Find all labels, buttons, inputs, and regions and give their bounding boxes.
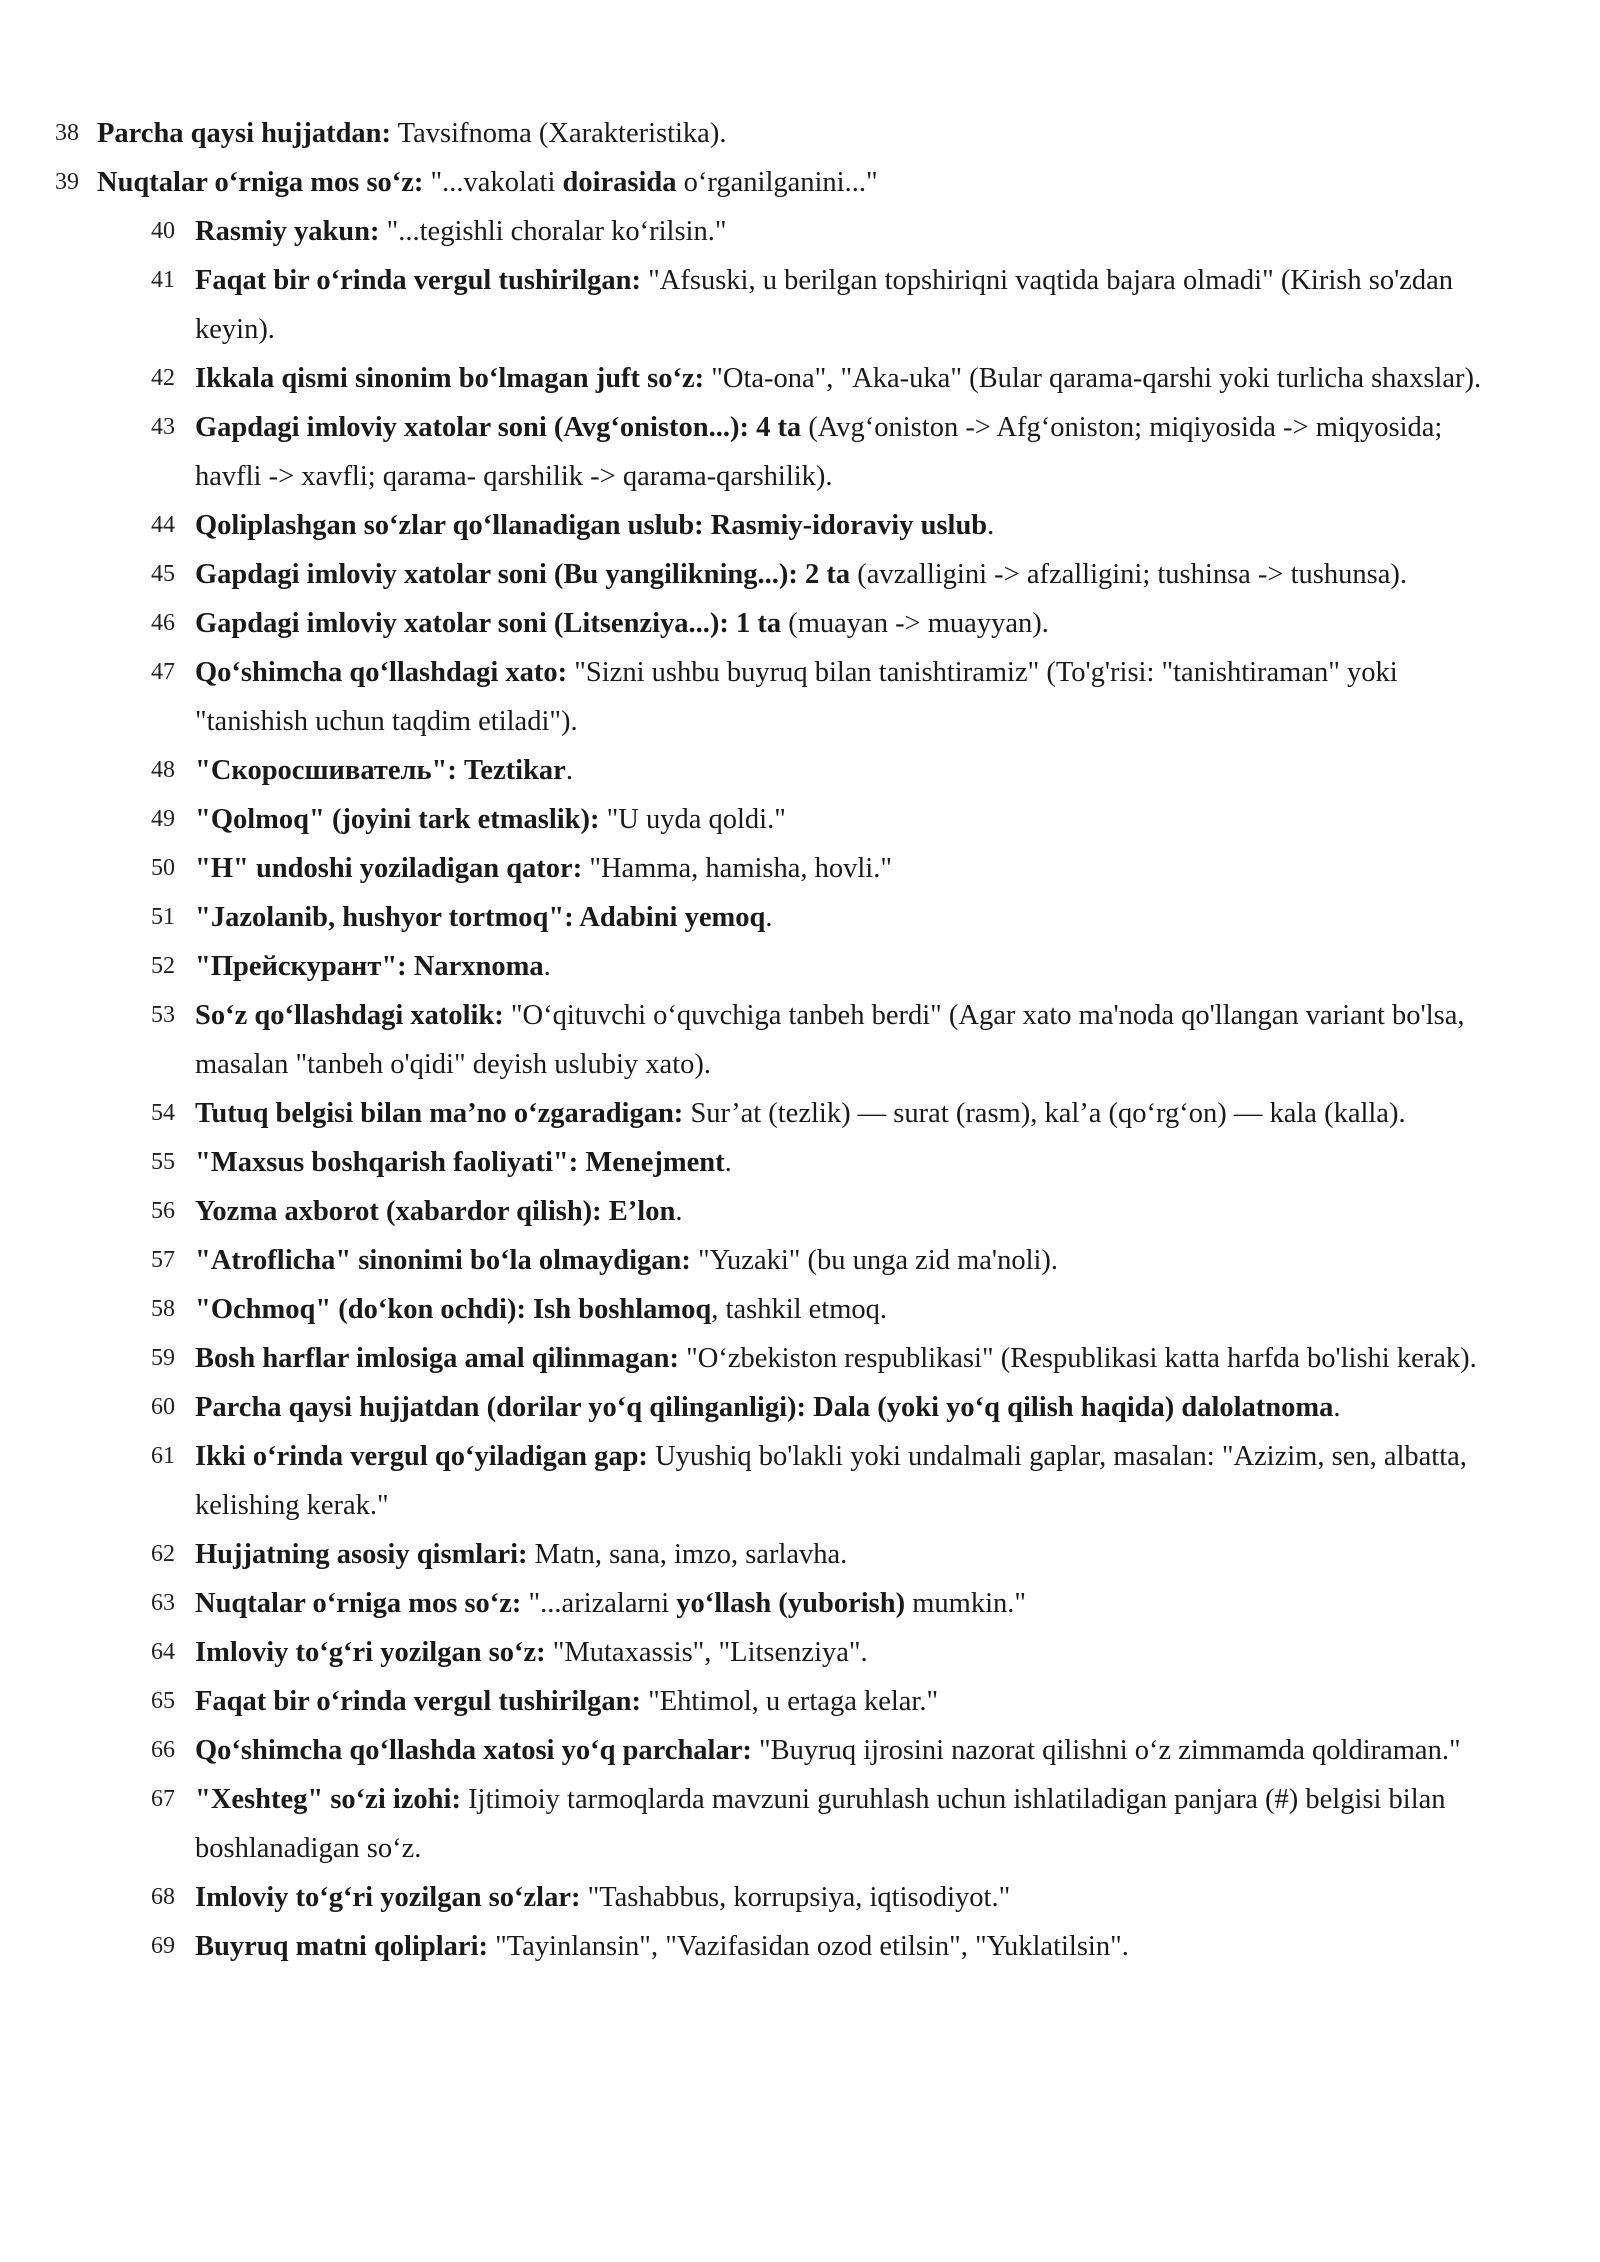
- bold-text: "Jazolanib, hushyor tortmoq": Adabini yemoq: [195, 902, 766, 933]
- item-text: [195, 1931, 1129, 1962]
- list-item: [0, 942, 1505, 991]
- bold-text: Qo‘shimcha qo‘llashda xatosi yo‘q parchalar:: [195, 1735, 752, 1766]
- item-text: [195, 559, 1407, 590]
- list-item: [0, 991, 1505, 1089]
- item-text: [195, 510, 994, 541]
- list-item: [0, 158, 1497, 207]
- line-number: 48: [151, 757, 175, 783]
- item-text: [195, 951, 551, 982]
- item-text: [195, 1294, 887, 1325]
- bold-text: Gapdagi imloviy xatolar soni (Bu yangilikning...): 2 ta: [195, 559, 851, 590]
- line-number: 68: [151, 1884, 175, 1910]
- list-item: [0, 844, 1505, 893]
- bold-text: "Xeshteg" so‘zi izohi:: [195, 1784, 461, 1815]
- plain-text: .: [724, 1147, 732, 1178]
- item-text: [195, 1441, 1467, 1521]
- list-item: [0, 1432, 1505, 1530]
- plain-text: .: [1333, 1392, 1341, 1423]
- line-number: 39: [55, 169, 79, 195]
- line-number: 69: [151, 1933, 175, 1959]
- plain-text: (muayan -> muayyan).: [788, 608, 1049, 639]
- list-item: [0, 1187, 1505, 1236]
- item-text: [195, 657, 1398, 737]
- plain-text: .: [565, 755, 573, 786]
- plain-text: "Mutaxassis", "Litsenziya".: [552, 1637, 868, 1668]
- bold-text: Imloviy to‘g‘ri yozilgan so‘z:: [195, 1637, 546, 1668]
- line-number: 42: [151, 365, 175, 391]
- bold-text: "H" undoshi yoziladigan qator:: [195, 853, 583, 884]
- plain-text: "Hamma, hamisha, hovli.": [589, 853, 892, 884]
- plain-text: "Yuzaki" (bu unga zid ma'noli).: [698, 1245, 1059, 1276]
- item-text: [195, 1686, 938, 1717]
- plain-text: (avzalligini -> afzalligini; tushinsa -> tushunsa).: [857, 559, 1407, 590]
- line-number: 60: [151, 1394, 175, 1420]
- line-number: 65: [151, 1688, 175, 1714]
- bold-text: Parcha qaysi hujjatdan:: [97, 118, 392, 149]
- plain-text: , tashkil etmoq.: [711, 1294, 888, 1325]
- plain-text: "Ehtimol, u ertaga kelar.": [648, 1686, 939, 1717]
- bold-text: Bosh harflar imlosiga amal qilinmagan:: [195, 1343, 680, 1374]
- plain-text: .: [675, 1196, 683, 1227]
- line-number: 59: [151, 1345, 175, 1371]
- line-number: 67: [151, 1786, 175, 1812]
- list-item: [0, 893, 1505, 942]
- line-number: 58: [151, 1296, 175, 1322]
- line-number: 43: [151, 414, 175, 440]
- line-number: 51: [151, 904, 175, 930]
- plain-text: mumkin.": [912, 1588, 1026, 1619]
- list-item: [0, 550, 1505, 599]
- plain-text: "...arizalarni: [528, 1588, 677, 1619]
- plain-text: "...vakolati: [430, 167, 563, 198]
- line-number: 44: [151, 512, 175, 538]
- list-item: [0, 1285, 1505, 1334]
- bold-text: Gapdagi imloviy xatolar soni (Avg‘oniston...): 4 ta: [195, 412, 802, 443]
- plain-text: Sur’at (tezlik) — surat (rasm), kal’a (qo‘rg‘on) — kala (kalla).: [690, 1098, 1406, 1129]
- line-number: 57: [151, 1247, 175, 1273]
- plain-text: "U uyda qoldi.": [606, 804, 786, 835]
- line-number: 49: [151, 806, 175, 832]
- bold-text: Hujjatning asosiy qismlari:: [195, 1539, 528, 1570]
- bold-text: Faqat bir o‘rinda vergul tushirilgan:: [195, 1686, 642, 1717]
- line-number: 41: [151, 267, 175, 293]
- list-item: [0, 1873, 1505, 1922]
- line-number: 52: [151, 953, 175, 979]
- plain-text: Ijtimoiy tarmoqlarda mavzuni guruhlash uchun ishlatiladigan panjara (#) belgisi bilan boshlanadigan so‘z.: [195, 1784, 1446, 1864]
- bold-text: "Прейскурант": Narxnoma: [195, 951, 544, 982]
- bold-text: Qo‘shimcha qo‘llashdagi xato:: [195, 657, 568, 688]
- plain-text: "Sizni ushbu buyruq bilan tanishtiramiz" (To'g'risi: "tanishtiraman" yoki "tanishish uchun taqdim etiladi").: [195, 657, 1398, 737]
- item-text: [195, 1392, 1341, 1423]
- list-item: [0, 403, 1505, 501]
- line-number: 46: [151, 610, 175, 636]
- item-text: [195, 755, 573, 786]
- list-item: [0, 109, 1497, 158]
- plain-text: "...tegishli choralar ko‘rilsin.": [386, 216, 727, 247]
- plain-text: "O‘zbekiston respublikasi" (Respublikasi katta harfda bo'lishi kerak).: [686, 1343, 1477, 1374]
- list-item: [0, 1334, 1505, 1383]
- line-number: 38: [55, 120, 79, 146]
- item-text: [195, 1245, 1058, 1276]
- bold-text: doirasida: [562, 167, 677, 198]
- list-item: [0, 1579, 1505, 1628]
- bold-text: Gapdagi imloviy xatolar soni (Litsenziya...): 1 ta: [195, 608, 782, 639]
- plain-text: "Tashabbus, korrupsiya, iqtisodiyot.": [587, 1882, 1011, 1913]
- list-item: [0, 256, 1505, 354]
- item-text: [195, 1147, 732, 1178]
- line-number: 40: [151, 218, 175, 244]
- item-text: [195, 1196, 682, 1227]
- item-text: [195, 216, 726, 247]
- plain-text: .: [987, 510, 995, 541]
- line-number: 61: [151, 1443, 175, 1469]
- list-item: [0, 1138, 1505, 1187]
- list-item: [0, 795, 1505, 844]
- list-item: [0, 1628, 1505, 1677]
- list-item: [0, 354, 1505, 403]
- bold-text: "Qolmoq" (joyini tark etmaslik):: [195, 804, 600, 835]
- bold-text: Ikki o‘rinda vergul qo‘yiladigan gap:: [195, 1441, 648, 1472]
- item-text: [195, 853, 892, 884]
- line-number: 66: [151, 1737, 175, 1763]
- item-text: [195, 1882, 1010, 1913]
- bold-text: Faqat bir o‘rinda vergul tushirilgan:: [195, 265, 642, 296]
- bold-text: Nuqtalar o‘rniga mos so‘z:: [195, 1588, 522, 1619]
- bold-text: Yozma axborot (xabardor qilish): E’lon: [195, 1196, 676, 1227]
- list-item: [0, 1530, 1505, 1579]
- list-item: [0, 1677, 1505, 1726]
- line-number: 55: [151, 1149, 175, 1175]
- plain-text: Uyushiq bo'lakli yoki undalmali gaplar, masalan: "Azizim, sen, albatta, kelishing kerak.": [195, 1441, 1467, 1521]
- list-item: [0, 1726, 1505, 1775]
- plain-text: o‘rganilganini...": [683, 167, 878, 198]
- bold-text: "Atroflicha" sinonimi bo‘la olmaydigan:: [195, 1245, 691, 1276]
- bold-text: Ikkala qismi sinonim bo‘lmagan juft so‘z:: [195, 363, 705, 394]
- plain-text: "Buyruq ijrosini nazorat qilishni o‘z zimmamda qoldiraman.": [759, 1735, 1461, 1766]
- line-number: 64: [151, 1639, 175, 1665]
- document-page: [0, 109, 1600, 1971]
- item-text: [195, 608, 1049, 639]
- item-text: [195, 265, 1453, 345]
- line-number: 50: [151, 855, 175, 881]
- item-text: [195, 804, 786, 835]
- bold-text: "Maxsus boshqarish faoliyati": Menejment: [195, 1147, 725, 1178]
- bold-text: Tutuq belgisi bilan ma’no o‘zgaradigan:: [195, 1098, 684, 1129]
- line-number: 56: [151, 1198, 175, 1224]
- item-text: [195, 1735, 1461, 1766]
- bold-text: Qoliplashgan so‘zlar qo‘llanadigan uslub: Rasmiy-idoraviy uslub: [195, 510, 988, 541]
- bold-text: So‘z qo‘llashdagi xatolik:: [195, 1000, 504, 1031]
- line-number: 63: [151, 1590, 175, 1616]
- plain-text: .: [543, 951, 551, 982]
- item-text: [195, 412, 1442, 492]
- bold-text: Parcha qaysi hujjatdan (dorilar yo‘q qilinganligi): Dala (yoki yo‘q qilish haqida) dalolatnoma: [195, 1392, 1334, 1423]
- bold-text: "Ochmoq" (do‘kon ochdi): Ish boshlamoq: [195, 1294, 712, 1325]
- line-number: 62: [151, 1541, 175, 1567]
- item-text: [195, 1539, 847, 1570]
- line-number: 47: [151, 659, 175, 685]
- list-item: [0, 501, 1505, 550]
- plain-text: Matn, sana, imzo, sarlavha.: [534, 1539, 848, 1570]
- item-text: [195, 1343, 1477, 1374]
- plain-text: Tavsifnoma (Xarakteristika).: [397, 118, 727, 149]
- line-number: 53: [151, 1002, 175, 1028]
- list-item: [0, 648, 1505, 746]
- item-text: [195, 1588, 1026, 1619]
- list-item: [0, 207, 1505, 256]
- plain-text: .: [765, 902, 773, 933]
- item-text: [97, 118, 726, 149]
- bold-text: yo‘llash (yuborish): [676, 1588, 906, 1619]
- item-text: [195, 1098, 1406, 1129]
- list-item: [0, 1383, 1505, 1432]
- line-number: 45: [151, 561, 175, 587]
- item-text: [195, 1637, 868, 1668]
- list-item: [0, 746, 1505, 795]
- plain-text: "O‘qituvchi o‘quvchiga tanbeh berdi" (Agar xato ma'noda qo'llangan variant bo'lsa, masalan "tanbeh o'qidi" deyish uslubiy xato).: [195, 1000, 1465, 1080]
- item-text: [195, 1784, 1446, 1864]
- item-text: [195, 1000, 1464, 1080]
- plain-text: "Ota-ona", "Aka-uka" (Bular qarama-qarshi yoki turlicha shaxslar).: [711, 363, 1482, 394]
- bold-text: Imloviy to‘g‘ri yozilgan so‘zlar:: [195, 1882, 581, 1913]
- list-item: [0, 599, 1505, 648]
- line-number: 54: [151, 1100, 175, 1126]
- list-item: [0, 1922, 1505, 1971]
- bold-text: Buyruq matni qoliplari:: [195, 1931, 488, 1962]
- bold-text: "Скоросшиватель": Teztikar: [195, 755, 566, 786]
- plain-text: (Avg‘oniston -> Afg‘oniston; miqiyosida -> miqyosida; havfli -> xavfli; qarama- qarshilik -> qarama-qarshilik).: [195, 412, 1443, 492]
- item-text: [97, 167, 878, 198]
- list-item: [0, 1236, 1505, 1285]
- plain-text: "Afsuski, u berilgan topshiriqni vaqtida bajara olmadi" (Kirish so'zdan keyin).: [195, 265, 1454, 345]
- plain-text: "Tayinlansin", "Vazifasidan ozod etilsin", "Yuklatilsin".: [495, 1931, 1129, 1962]
- bold-text: Nuqtalar o‘rniga mos so‘z:: [97, 167, 424, 198]
- list-item: [0, 1089, 1505, 1138]
- item-text: [195, 902, 772, 933]
- item-text: [195, 363, 1481, 394]
- list-item: [0, 1775, 1505, 1873]
- bold-text: Rasmiy yakun:: [195, 216, 380, 247]
